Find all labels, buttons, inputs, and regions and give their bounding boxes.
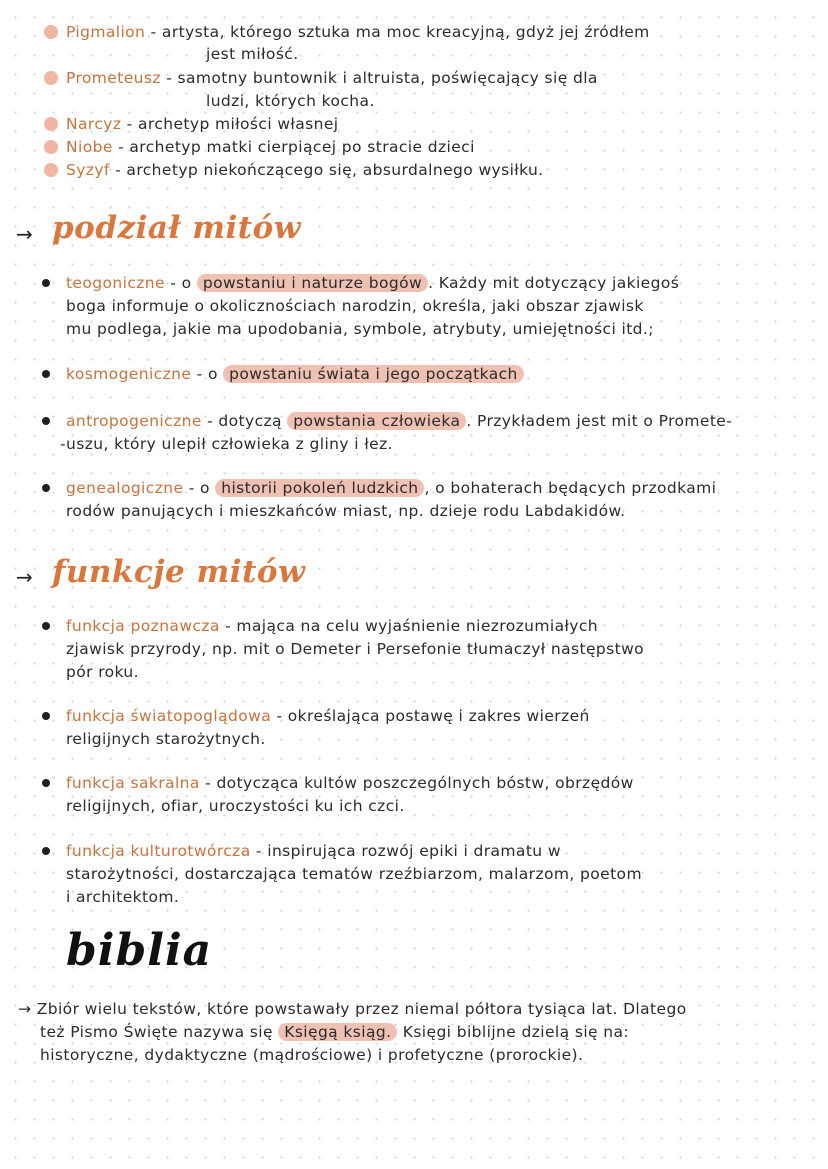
antropogeniczne-pre: - dotyczą (201, 412, 288, 430)
function-3-line-2: religijnych, ofiar, uroczystości ku ich czci. (66, 797, 405, 815)
term-niobe: Niobe (66, 138, 113, 156)
highlight-genealogiczne: historii pokoleń ludzkich (215, 479, 424, 497)
bullet-kosmogeniczne (42, 370, 50, 378)
teogoniczne-line-2: boga informuje o okolicznościach narodzin, określa, jaki obszar zjawisk (66, 297, 644, 315)
prometeusz-line-2: ludzi, których kocha. (206, 92, 375, 110)
function-1-line-3: pór roku. (66, 663, 139, 681)
antropogeniczne-line-1 (66, 410, 732, 433)
niobe-line (66, 136, 475, 159)
function-4-rest: - inspirująca rozwój epiki i dramatu w (250, 842, 561, 860)
term-function-1: funkcja poznawcza (66, 617, 220, 635)
teogoniczne-post: . Każdy mit dotyczący jakiegoś (428, 274, 680, 292)
niobe-desc: - archetyp matki cierpiącej po stracie dzieci (112, 138, 475, 156)
syzyf-desc: - archetyp niekończącego się, absurdalnego wysiłku. (109, 161, 544, 179)
arrow-icon: → (18, 1000, 32, 1018)
bullet-genealogiczne (42, 484, 50, 492)
genealogiczne-post: , o bohaterach będących przodkami (424, 479, 717, 497)
function-1-line-2: zjawisk przyrody, np. mit o Demeter i Persefonie tłumaczył następstwo (66, 640, 645, 658)
term-function-3: funkcja sakralna (66, 774, 200, 792)
kosmogeniczne-line (66, 363, 524, 386)
prometeusz-line-1 (66, 67, 598, 90)
function-4-line-2: starożytności, dostarczająca tematów rzeźbiarzom, malarzom, poetom (66, 865, 642, 883)
arrow-icon: → (16, 222, 33, 246)
bible-line-2-pre: też Pismo Święte nazywa się (40, 1023, 279, 1041)
bullet-function-4 (42, 847, 50, 855)
bullet-antropogeniczne (42, 417, 50, 425)
bullet-niobe (44, 140, 58, 154)
function-4-line-1 (66, 840, 561, 863)
highlight-bible: Księgą ksiąg. (278, 1023, 397, 1041)
function-2-rest: - określająca postawę i zakres wierzeń (271, 707, 590, 725)
prometeusz-desc: - samotny buntownik i altruista, poświęcający się dla (160, 69, 598, 87)
term-teogoniczne: teogoniczne (66, 274, 165, 292)
antropogeniczne-line-2: -uszu, który ulepił człowieka z gliny i łez. (60, 435, 393, 453)
genealogiczne-line-1 (66, 477, 716, 500)
bullet-narcyz (44, 117, 58, 131)
term-function-2: funkcja światopoglądowa (66, 707, 272, 725)
term-pigmalion: Pigmalion (66, 23, 146, 41)
highlight-teogoniczne: powstaniu i naturze bogów (197, 274, 428, 292)
bullet-teogoniczne (42, 279, 50, 287)
function-4-line-3: i architektom. (66, 888, 180, 906)
bullet-function-3 (42, 779, 50, 787)
function-1-rest: - mająca na celu wyjaśnienie niezrozumiałych (219, 617, 599, 635)
term-narcyz: Narcyz (66, 115, 122, 133)
term-syzyf: Syzyf (66, 161, 110, 179)
function-1-line-1 (66, 615, 598, 638)
syzyf-line (66, 159, 544, 182)
bullet-function-1 (42, 622, 50, 630)
term-prometeusz: Prometeusz (66, 69, 161, 87)
heading-functions: funkcje mitów (52, 554, 306, 590)
heading-bible: biblia (66, 925, 213, 976)
teogoniczne-pre: - o (164, 274, 197, 292)
teogoniczne-line-1 (66, 272, 679, 295)
narcyz-line (66, 113, 338, 136)
term-function-4: funkcja kulturotwórcza (66, 842, 251, 860)
term-kosmogeniczne: kosmogeniczne (66, 365, 192, 383)
highlight-kosmogeniczne: powstaniu świata i jego początkach (223, 365, 524, 383)
term-antropogeniczne: antropogeniczne (66, 412, 202, 430)
function-3-rest: - dotycząca kultów poszczególnych bóstw, obrzędów (199, 774, 634, 792)
bible-line-1-text: Zbiór wielu tekstów, które powstawały przez niemal półtora tysiąca lat. Dlatego (31, 1000, 687, 1018)
heading-division: podział mitów (52, 210, 301, 246)
function-2-line-2: religijnych starożytnych. (66, 730, 266, 748)
pigmalion-line-2: jest miłość. (206, 45, 299, 63)
bullet-prometeusz (44, 71, 58, 85)
genealogiczne-line-2: rodów panujących i mieszkańców miast, np. dzieje rodu Labdakidów. (66, 502, 626, 520)
function-2-line-1 (66, 705, 590, 728)
bible-line-3: historyczne, dydaktyczne (mądrościowe) i profetyczne (prorockie). (40, 1046, 584, 1064)
bible-line-2 (40, 1021, 629, 1044)
bullet-syzyf (44, 163, 58, 177)
antropogeniczne-post: . Przykładem jest mit o Promete- (466, 412, 733, 430)
narcyz-desc: - archetyp miłości własnej (121, 115, 339, 133)
highlight-antropogeniczne: powstania człowieka (287, 412, 466, 430)
arrow-icon: → (16, 565, 33, 589)
kosmogeniczne-pre: - o (191, 365, 224, 383)
teogoniczne-line-3: mu podlega, jakie ma upodobania, symbole, atrybuty, umiejętności itd.; (66, 320, 654, 338)
pigmalion-desc: - artysta, którego sztuka ma moc kreacyjną, gdyż jej źródłem (145, 23, 650, 41)
bible-line-2-post: Księgi biblijne dzielą się na: (397, 1023, 630, 1041)
function-3-line-1 (66, 772, 634, 795)
term-genealogiczne: genealogiczne (66, 479, 184, 497)
bullet-function-2 (42, 712, 50, 720)
bible-line-1 (18, 998, 687, 1021)
bullet-pigmalion (44, 25, 58, 39)
genealogiczne-pre: - o (183, 479, 216, 497)
pigmalion-line-1 (66, 21, 650, 44)
